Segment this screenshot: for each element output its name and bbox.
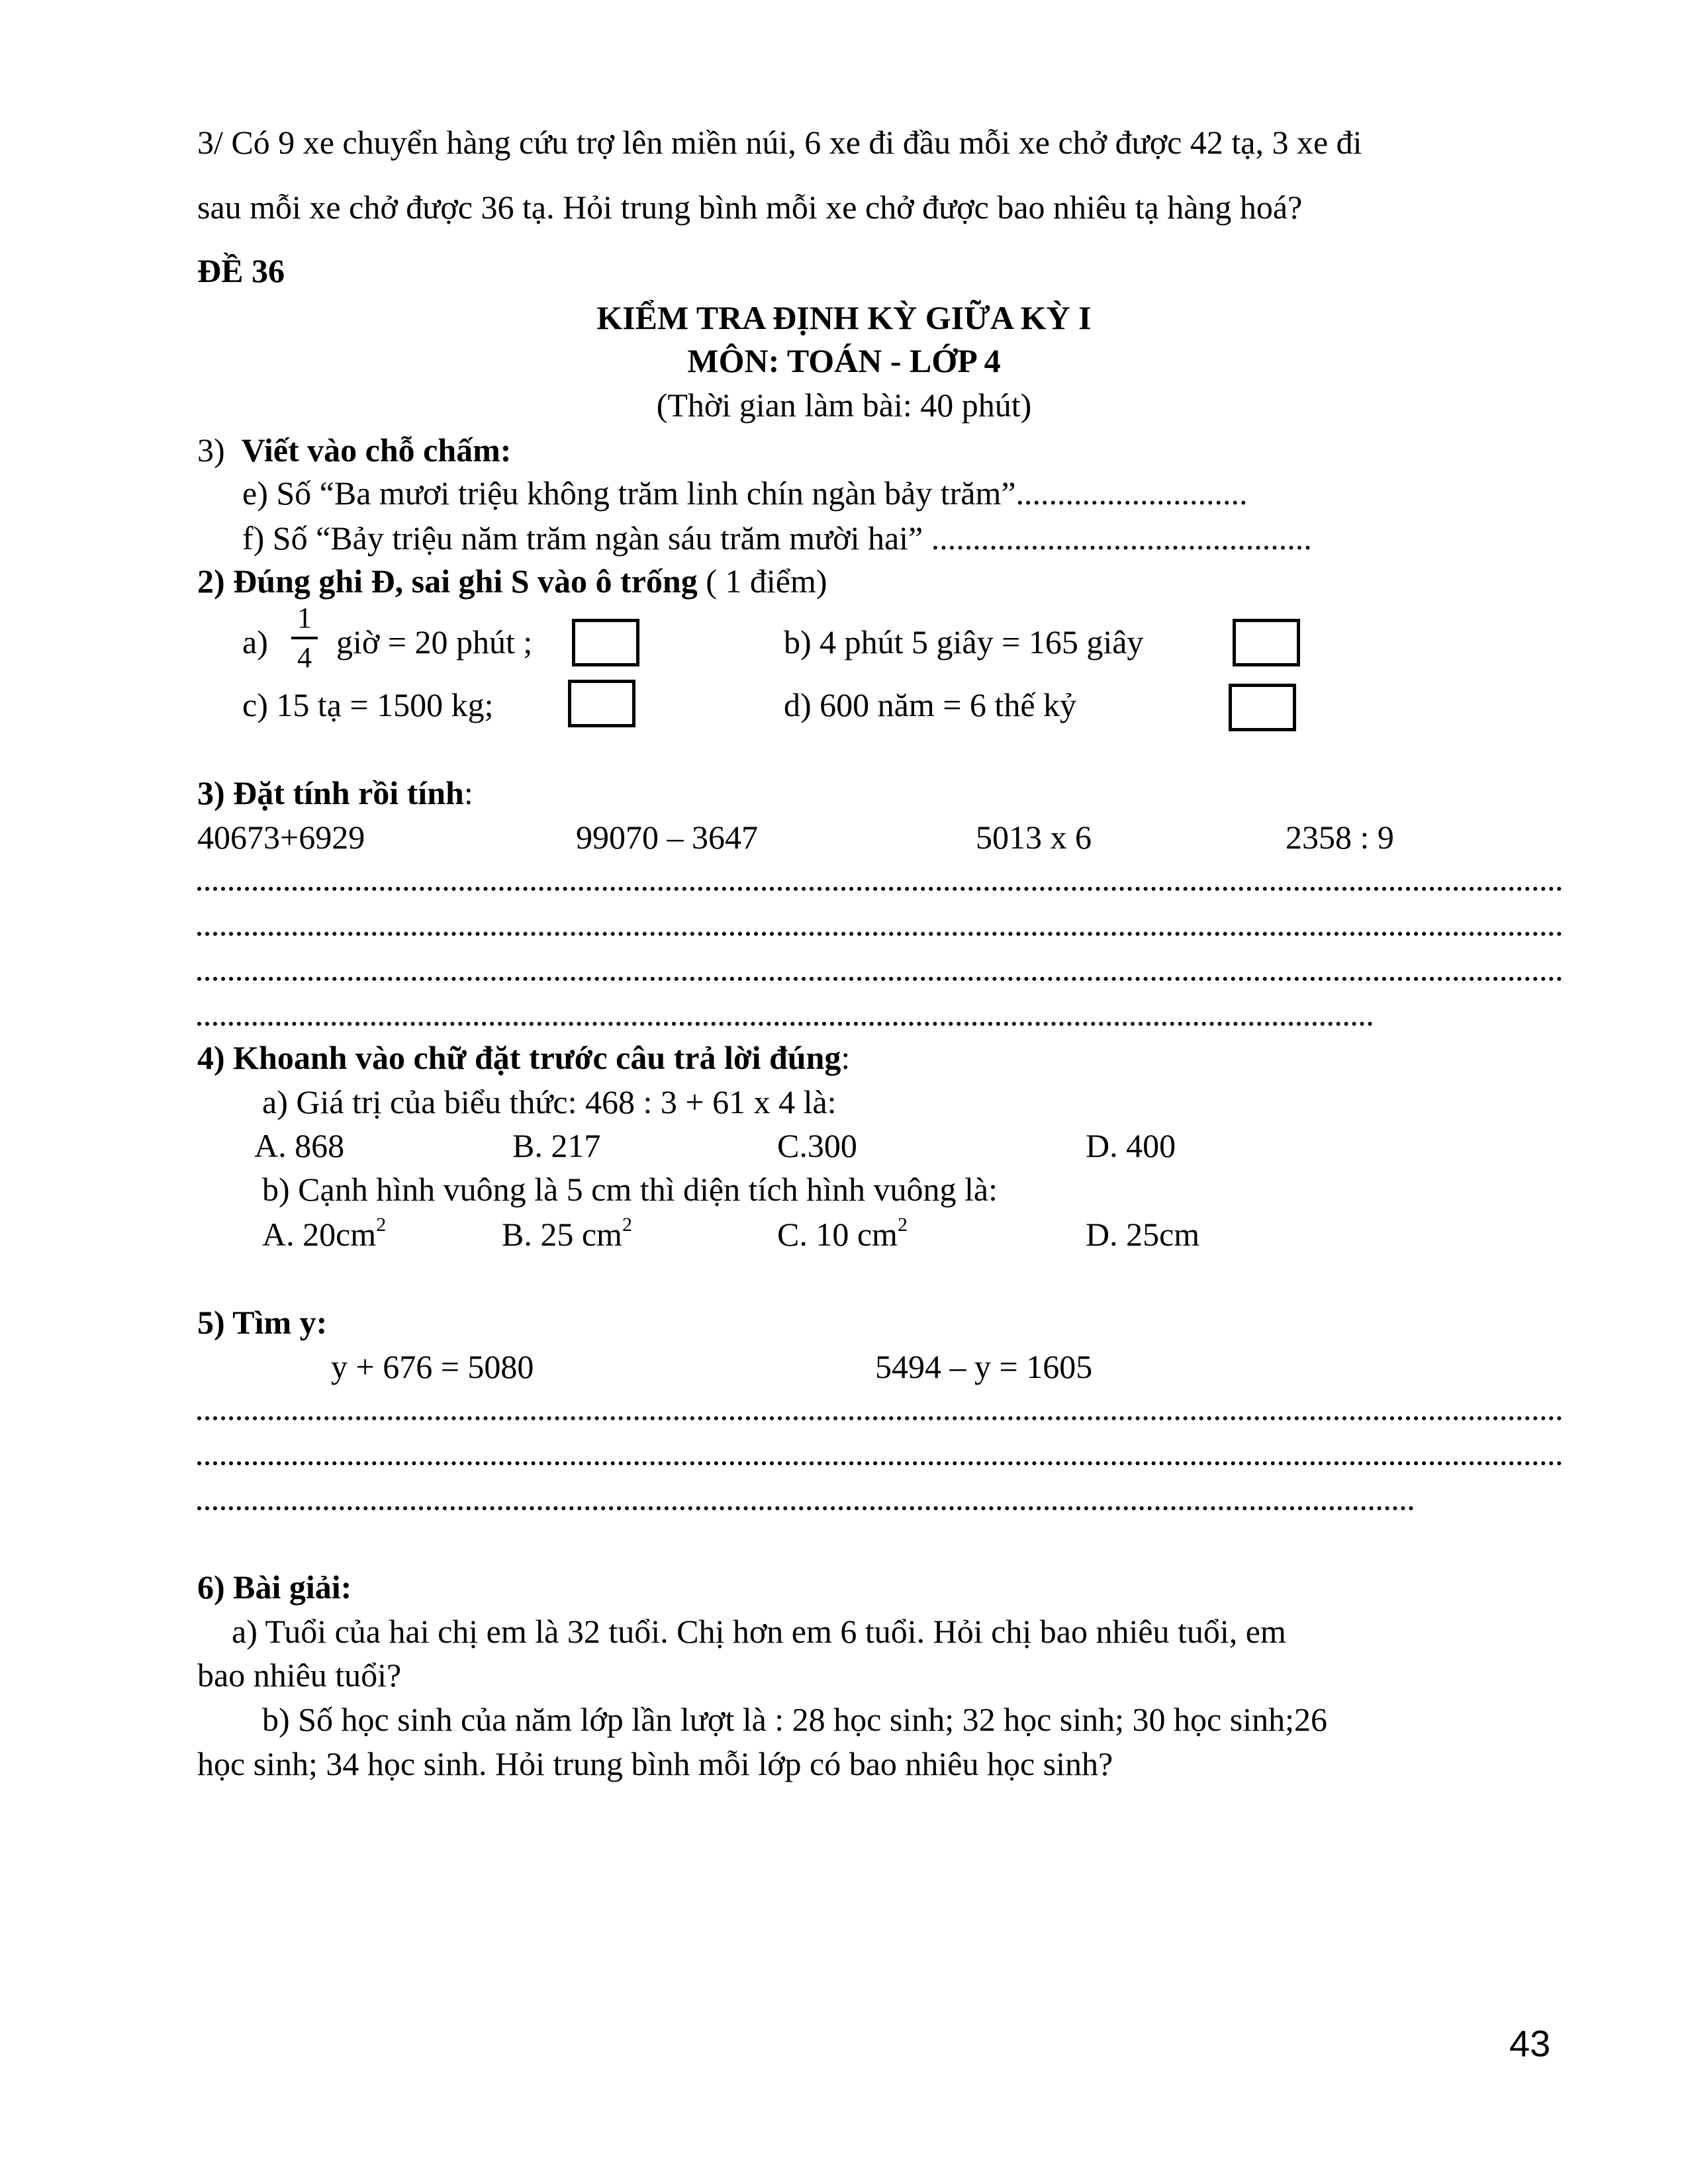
q1-item-e: e) Số “Ba mươi triệu không trăm linh chín ngàn bảy trăm”............................	[242, 475, 1248, 512]
answer-box-c[interactable]	[568, 680, 635, 727]
q3-expr-2: 99070 – 3647	[576, 819, 758, 856]
q6-a-line-2: bao nhiêu tuổi?	[197, 1657, 402, 1694]
q1-title: Viết vào chỗ chấm:	[241, 432, 512, 469]
answer-dotted-line[interactable]	[197, 887, 1562, 891]
q1-heading	[197, 433, 511, 467]
q2-heading-line	[197, 565, 827, 598]
answer-dotted-line[interactable]	[197, 1506, 1414, 1510]
exam-title: KIỂM TRA ĐỊNH KỲ GIỮA KỲ I	[596, 299, 1092, 336]
exam-code: ĐỀ 36	[197, 252, 285, 289]
q4-a-question: a) Giá trị của biểu thức: 468 : 3 + 61 x 4 là:	[262, 1083, 837, 1120]
superscript: 2	[376, 1214, 387, 1236]
fraction-denominator: 4	[297, 641, 312, 674]
q5-equation-2: 5494 – y = 1605	[875, 1348, 1093, 1385]
exam-subject: MÔN: TOÁN - LỚP 4	[687, 342, 1001, 379]
q4-a-option-d[interactable]: D. 400	[1086, 1127, 1176, 1164]
q3-heading-line	[197, 776, 473, 809]
q3-heading: 3) Đặt tính rồi tính	[197, 774, 464, 811]
answer-dotted-line[interactable]	[197, 977, 1562, 981]
q5-heading: 5) Tìm y:	[197, 1304, 328, 1341]
q1-number: 3)	[197, 432, 225, 469]
q2-a-prefix: a)	[242, 623, 268, 660]
q4-heading: 4) Khoanh vào chữ đặt trước câu trả lời đúng	[197, 1039, 841, 1076]
q4-a-option-c[interactable]: C.300	[777, 1127, 857, 1164]
q2-heading: 2) Đúng ghi Đ, sai ghi S vào ô trống	[197, 563, 698, 600]
q3-expr-1: 40673+6929	[197, 819, 365, 856]
q4-b-option-d[interactable]: D. 25cm	[1086, 1216, 1200, 1253]
exam-time: (Thời gian làm bài: 40 phút)	[656, 387, 1032, 424]
q6-b-line-2: học sinh; 34 học sinh. Hỏi trung bình mỗi lớp có bao nhiêu học sinh?	[197, 1745, 1113, 1782]
prev-problem-line-2: sau mỗi xe chở được 36 tạ. Hỏi trung bình mỗi xe chở được bao nhiêu tạ hàng hoá?	[197, 189, 1303, 226]
q4-a-option-b[interactable]: B. 217	[512, 1127, 601, 1164]
q6-a-line-1: a) Tuổi của hai chị em là 32 tuổi. Chị hơn em 6 tuổi. Hỏi chị bao nhiêu tuổi, em	[232, 1613, 1286, 1650]
q2-d-text: d) 600 năm = 6 thế kỷ	[784, 686, 1077, 723]
q2-a-text: giờ = 20 phút ;	[336, 623, 533, 660]
q2-c-text: c) 15 tạ = 1500 kg;	[242, 686, 494, 723]
option-text: A. 20cm	[262, 1216, 377, 1253]
answer-box-d[interactable]	[1229, 684, 1296, 731]
q1-item-f: f) Số “Bảy triệu năm trăm ngàn sáu trăm mười hai” ..............................................	[242, 520, 1312, 557]
q3-expr-4: 2358 : 9	[1286, 819, 1394, 856]
q4-b-question: b) Cạnh hình vuông là 5 cm thì diện tích hình vuông là:	[262, 1171, 998, 1208]
option-text: C. 10 cm	[777, 1216, 898, 1253]
option-text: B. 25 cm	[502, 1216, 622, 1253]
answer-box-b[interactable]	[1233, 619, 1300, 666]
q2-b-text: b) 4 phút 5 giây = 165 giây	[784, 623, 1144, 660]
q6-heading: 6) Bài giải:	[197, 1569, 352, 1606]
q4-b-option-c[interactable]	[777, 1214, 908, 1253]
q3-expr-3: 5013 x 6	[976, 819, 1092, 856]
q4-colon: :	[841, 1039, 851, 1076]
q4-heading-line	[197, 1041, 850, 1074]
prev-problem-line-1: 3/ Có 9 xe chuyển hàng cứu trợ lên miền núi, 6 xe đi đầu mỗi xe chở được 42 tạ, 3 xe đi	[197, 124, 1362, 161]
q2-points: ( 1 điểm)	[697, 563, 827, 600]
q3-colon: :	[463, 774, 473, 811]
answer-dotted-line[interactable]	[197, 1461, 1562, 1465]
q5-equation-1: y + 676 = 5080	[331, 1348, 534, 1385]
answer-dotted-line[interactable]	[197, 1416, 1562, 1420]
fraction-numerator: 1	[297, 602, 312, 634]
page-number: 43	[1509, 2023, 1551, 2064]
q6-b-line-1: b) Số học sinh của năm lớp lần lượt là : 28 học sinh; 32 học sinh; 30 học sinh;26	[262, 1701, 1327, 1738]
q4-a-option-a[interactable]: A. 868	[254, 1127, 345, 1164]
answer-dotted-line[interactable]	[197, 932, 1562, 936]
q4-b-option-b[interactable]	[502, 1214, 632, 1253]
fraction-bar	[291, 637, 318, 639]
answer-box-a[interactable]	[572, 619, 639, 666]
superscript: 2	[622, 1214, 632, 1236]
answer-dotted-line[interactable]	[197, 1022, 1373, 1026]
q4-b-option-a[interactable]	[262, 1214, 387, 1253]
superscript: 2	[897, 1214, 908, 1236]
